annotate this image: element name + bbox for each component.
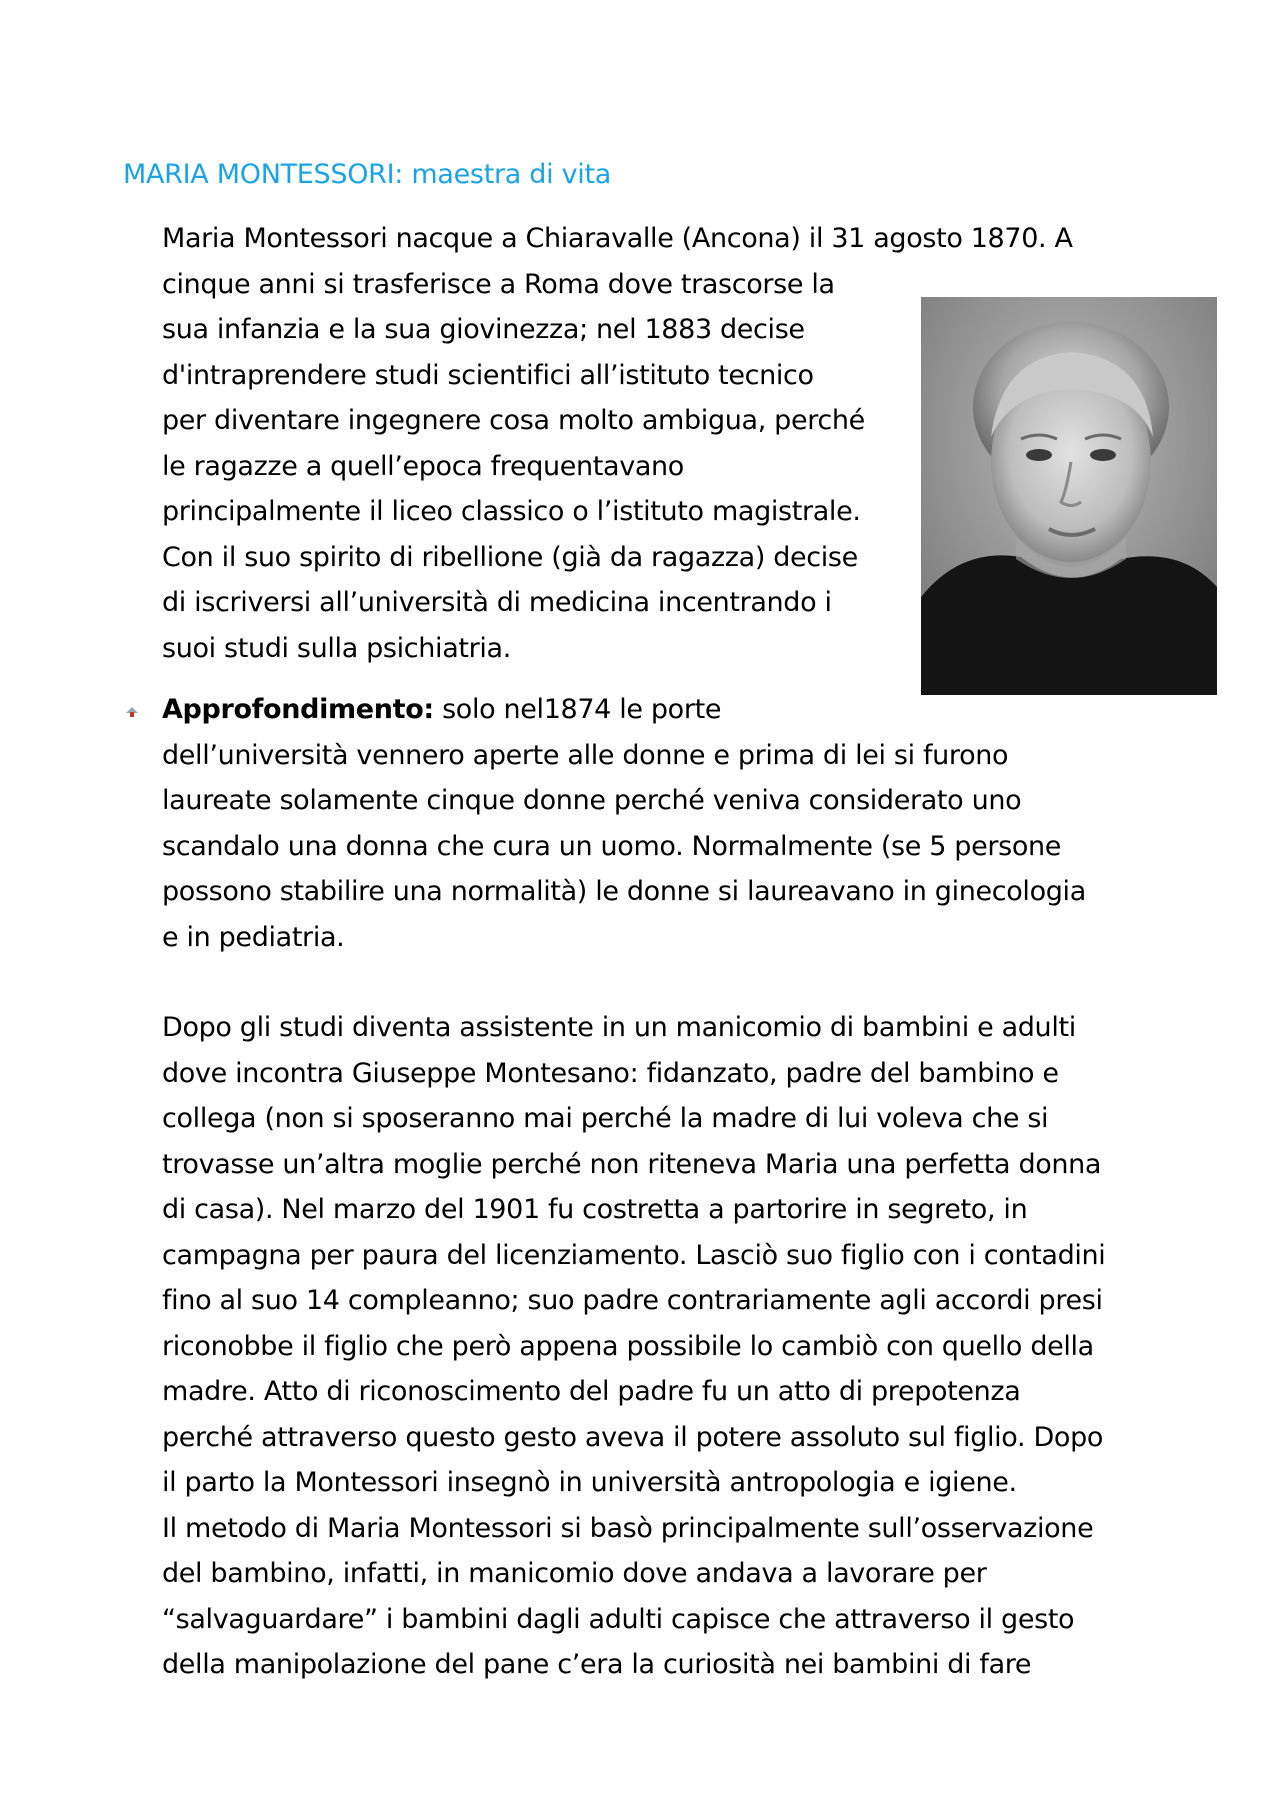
approfondimento-first-line-text: solo nel1874 le porte <box>433 694 722 725</box>
body-line: Dopo gli studi diventa assistente in un manicomio di bambini e adulti <box>162 1012 1076 1043</box>
intro-line: principalmente il liceo classico o l’istituto magistrale. <box>162 496 861 527</box>
body-line: di casa). Nel marzo del 1901 fu costretta a partorire in segreto, in <box>162 1194 1028 1225</box>
body-line: madre. Atto di riconoscimento del padre fu un atto di prepotenza <box>162 1376 1021 1407</box>
page-title: MARIA MONTESSORI: maestra di vita <box>123 159 612 190</box>
approfondimento-line: possono stabilire una normalità) le donne si laureavano in ginecologia <box>162 876 1086 907</box>
approfondimento-line: e in pediatria. <box>162 921 345 953</box>
intro-line: di iscriversi all’università di medicina incentrando i <box>162 587 832 618</box>
intro-line: Maria Montessori nacque a Chiaravalle (Ancona) il 31 agosto 1870. A <box>162 223 1073 254</box>
body-line: fino al suo 14 compleanno; suo padre contrariamente agli accordi presi <box>162 1285 1103 1316</box>
approfondimento-first-line <box>162 687 1086 733</box>
body-line: dove incontra Giuseppe Montesano: fidanzato, padre del bambino e <box>162 1057 1059 1089</box>
intro-line: Con il suo spirito di ribellione (già da ragazza) decise <box>162 541 858 573</box>
approfondimento-line: scandalo una donna che cura un uomo. Normalmente (se 5 persone <box>162 830 1062 862</box>
intro-line: d'intraprendere studi scientifici all’istituto tecnico <box>162 359 814 391</box>
body-line: collega (non si sposeranno mai perché la madre di lui voleva che si <box>162 1103 1049 1134</box>
approfondimento-line: dell’università vennero aperte alle donne e prima di lei si furono <box>162 739 1009 771</box>
body-line: “salvaguardare” i bambini dagli adulti capisce che attraverso il gesto <box>162 1603 1075 1635</box>
body-line: riconobbe il figlio che però appena possibile lo cambiò con quello della <box>162 1330 1094 1362</box>
intro-line: per diventare ingegnere cosa molto ambigua, perché <box>162 405 865 436</box>
intro-line: cinque anni si trasferisce a Roma dove trascorse la <box>162 268 835 300</box>
intro-line: le ragazze a quell’epoca frequentavano <box>162 450 684 482</box>
body-line: della manipolazione del pane c’era la curiosità nei bambini di fare <box>162 1649 1032 1680</box>
body-line: del bambino, infatti, in manicomio dove andava a lavorare per <box>162 1558 987 1589</box>
intro-line: sua infanzia e la sua giovinezza; nel 1883 decise <box>162 314 805 345</box>
arrow-bullet-icon <box>124 703 140 719</box>
portrait-photo <box>921 297 1217 695</box>
body-line: Il metodo di Maria Montessori si basò principalmente sull’osservazione <box>162 1512 1094 1544</box>
approfondimento-paragraph <box>162 687 1086 960</box>
approfondimento-label: Approfondimento: <box>162 694 434 725</box>
body-line: il parto la Montessori insegnò in università antropologia e igiene. <box>162 1467 1017 1498</box>
intro-line: suoi studi sulla psichiatria. <box>162 632 511 664</box>
body-line: campagna per paura del licenziamento. Lasciò suo figlio con i contadini <box>162 1239 1106 1271</box>
approfondimento-line: laureate solamente cinque donne perché veniva considerato uno <box>162 785 1022 816</box>
body-line: trovasse un’altra moglie perché non riteneva Maria una perfetta donna <box>162 1148 1102 1180</box>
body-paragraph <box>162 1005 1105 1688</box>
body-line: perché attraverso questo gesto aveva il potere assoluto sul figlio. Dopo <box>162 1421 1104 1453</box>
